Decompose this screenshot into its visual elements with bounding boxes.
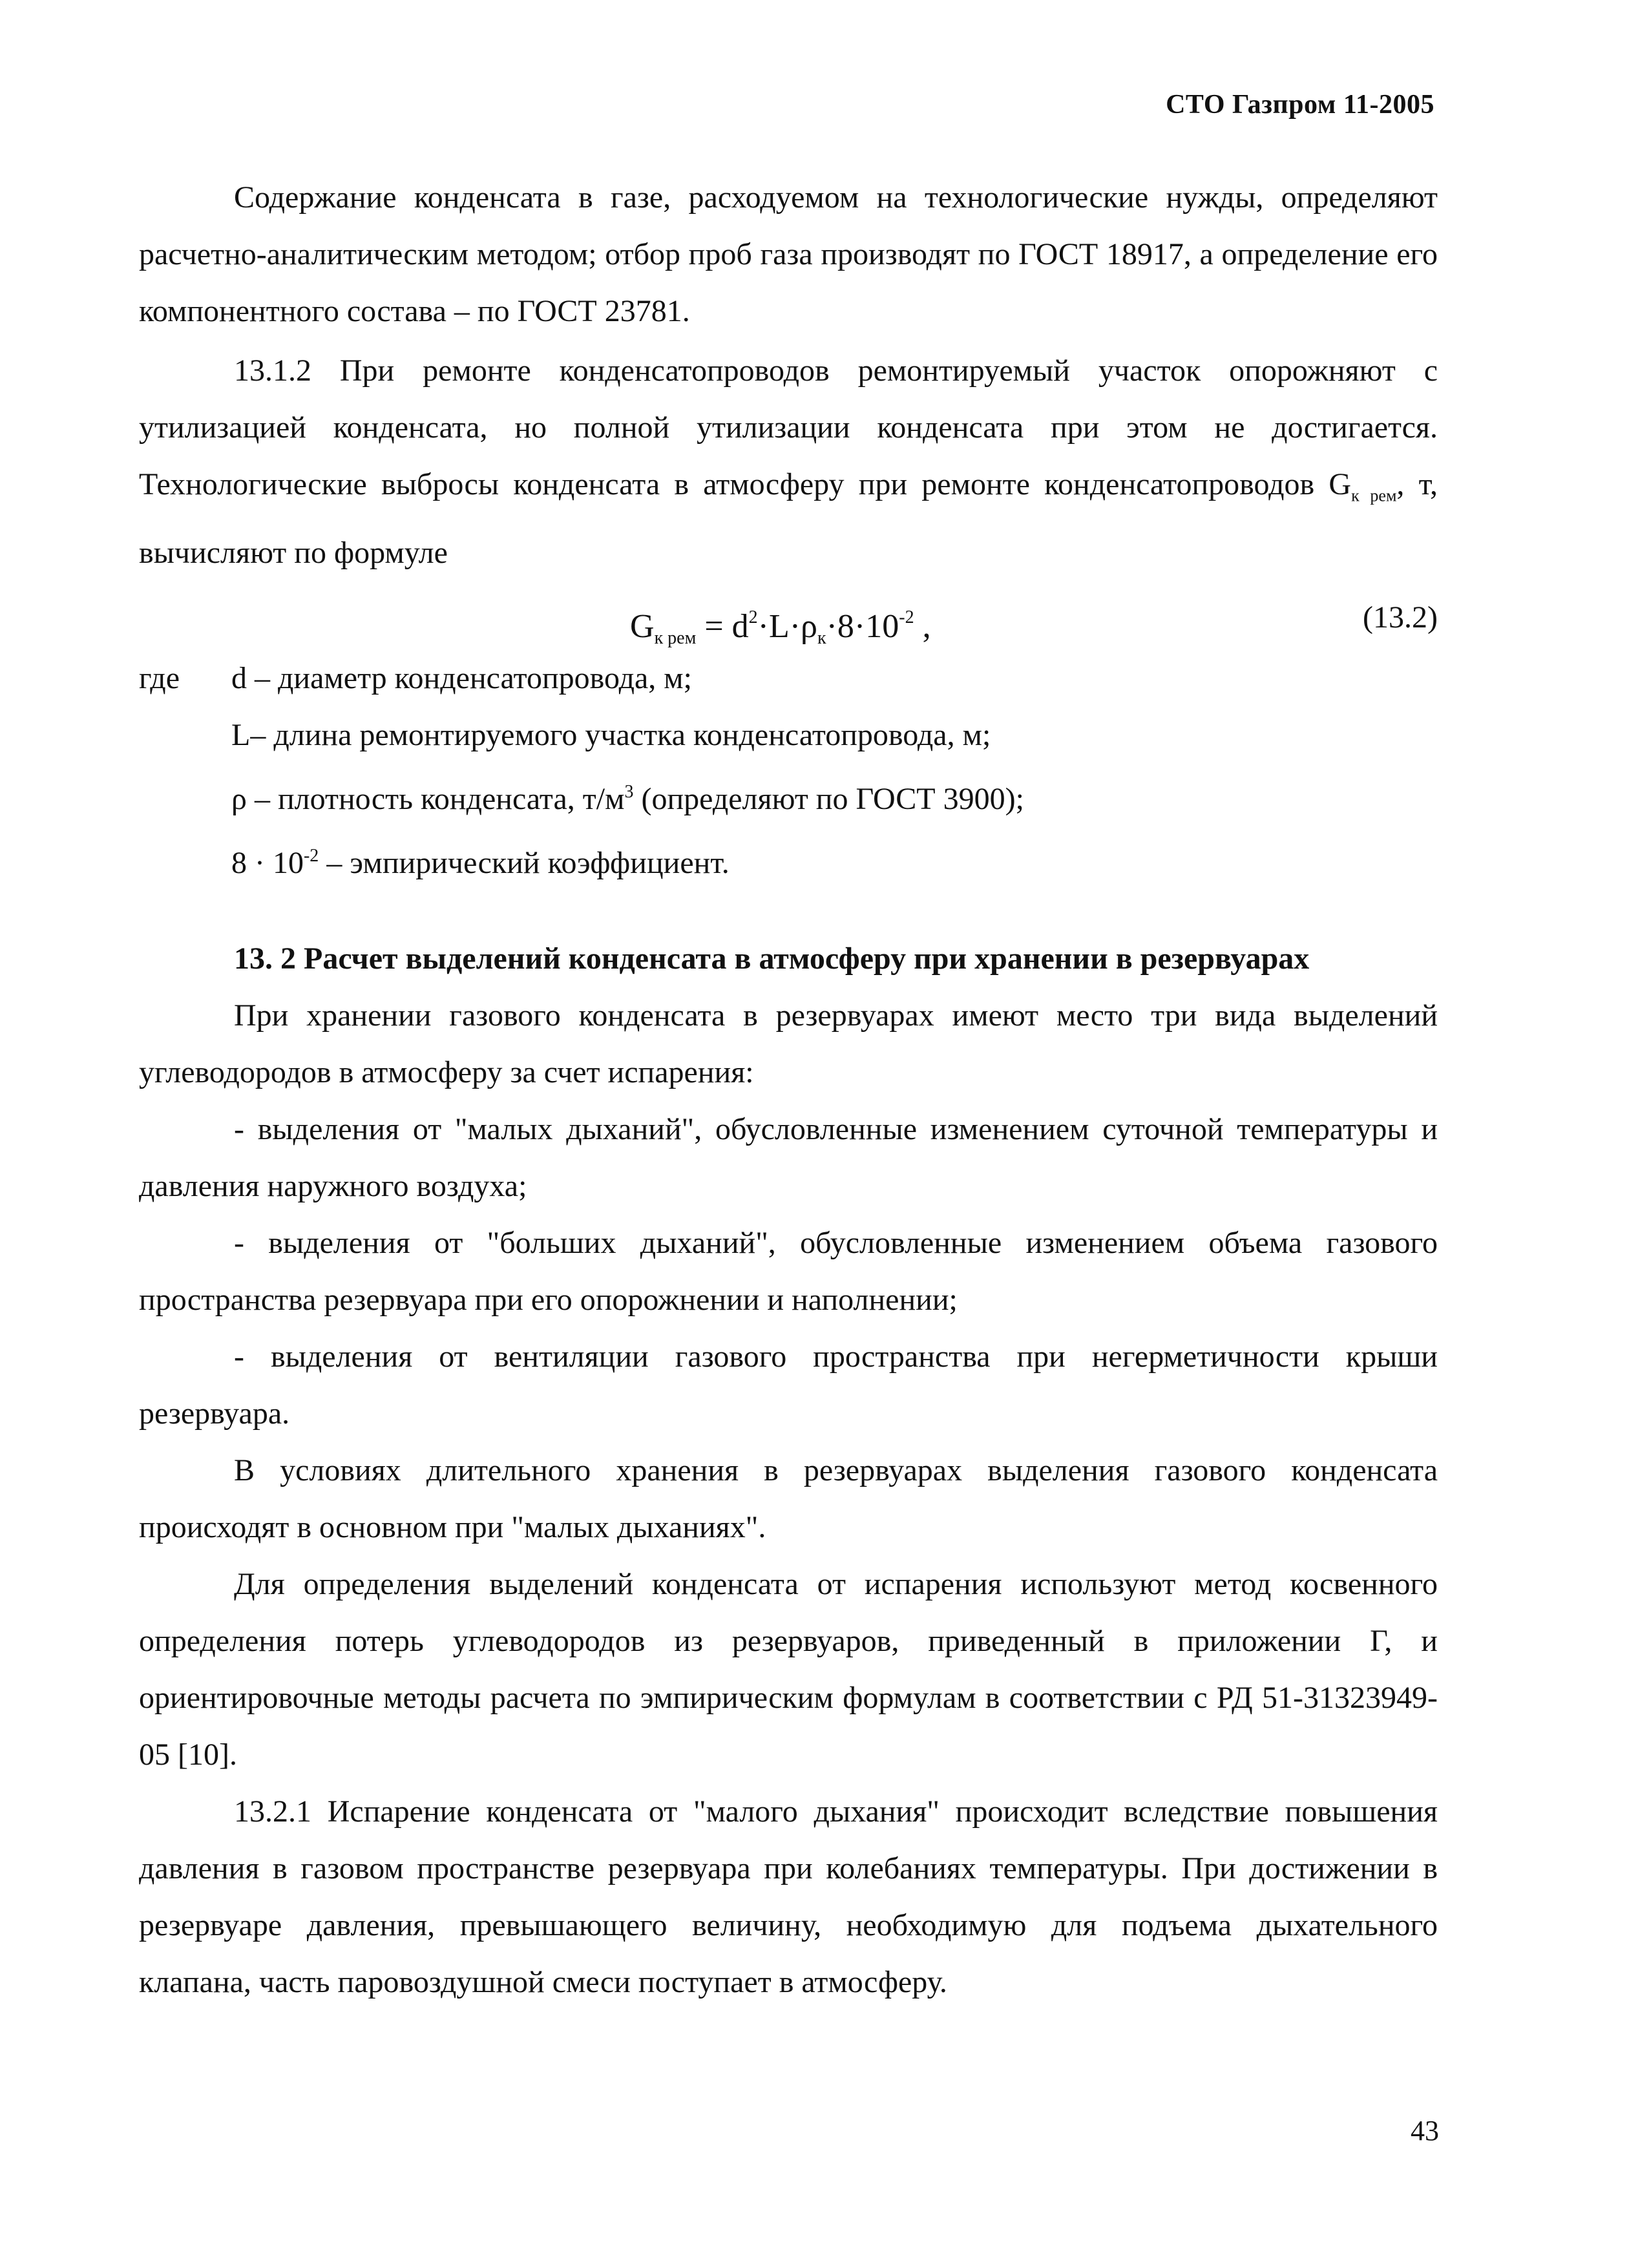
- paragraph-condensate-content: Содержание конденсата в газе, расходуемом на технологические нужды, определяют расчетно-аналитическим методом; отбор проб газа производят по ГОСТ 18917, а определение его компонентного состава – по ГОСТ 23781.: [139, 180, 1438, 328]
- legend-item-l: L– длина ремонтируемого участка конденсатопровода, м;: [231, 717, 991, 752]
- formula-lhs: G: [630, 607, 655, 645]
- bullet-ventilation: - выделения от вентиляции газового пространства при негерметичности крыши резервуара.: [139, 1339, 1438, 1431]
- formula-legend: [139, 650, 1438, 892]
- formula-mid: ·L·ρ: [757, 607, 817, 645]
- legend-rho-sup: 3: [624, 781, 634, 802]
- body-text: [139, 169, 1438, 2011]
- where-label: где: [139, 660, 180, 695]
- document-code-header: СТО Газпром 11-2005: [1166, 90, 1434, 120]
- formula-end: ,: [914, 607, 931, 645]
- legend-item-rho: [231, 764, 1438, 828]
- section-heading-13-2: 13. 2 Расчет выделений конденсата в атмосферу при хранении в резервуарах: [234, 941, 1310, 976]
- legend-rho-tail: (определяют по ГОСТ 3900);: [633, 781, 1024, 816]
- paragraph-13-1-2-text: 13.1.2 При ремонте конденсатопроводов ремонтируемый участок опорожняют с утилизацией конденсата, но полной утилизации конденсата при этом не достигается. Технологические выбросы конденсата в атмосферу при ремонте конденсатопроводов G: [139, 353, 1438, 501]
- page-number: 43: [1411, 2115, 1439, 2147]
- formula-13-2-row: [139, 582, 1438, 650]
- formula-tail: ·8·10: [826, 607, 899, 645]
- paragraph-storage-intro: При хранении газового конденсата в резервуарах имеют место три вида выделений углеводородов в атмосферу за счет испарения:: [139, 998, 1438, 1089]
- paragraph-13-2-1: 13.2.1 Испарение конденсата от "малого дыхания" происходит вследствие повышения давления в газовом пространстве резервуара при колебаниях температуры. При достижении в резервуаре давления, превышающего величину, необходимую для подъема дыхательного клапана, часть паровоздушной смеси поступает в атмосферу.: [139, 1794, 1438, 1999]
- g-subscript: к рем: [1351, 486, 1397, 505]
- paragraph-long-storage: В условиях длительного хранения в резервуарах выделения газового конденсата происходят в основном при "малых дыханиях".: [139, 1453, 1438, 1544]
- legend-coef-text: 8 · 10: [231, 845, 304, 880]
- bullet-small-breathing: - выделения от "малых дыханий", обусловленные изменением суточной температуры и давления наружного воздуха;: [139, 1111, 1438, 1203]
- legend-rho-text: ρ – плотность конденсата, т/м: [231, 781, 625, 816]
- legend-coef-sup: -2: [303, 845, 319, 866]
- formula-number: (13.2): [1363, 600, 1438, 635]
- formula-d-exponent: 2: [748, 607, 758, 627]
- formula-legend-list: [231, 650, 1438, 892]
- formula-eq: = d: [696, 607, 749, 645]
- formula-exponent: -2: [899, 607, 914, 627]
- formula-rho-subscript: к: [817, 627, 826, 648]
- legend-item-d: d – диаметр конденсатопровода, м;: [231, 660, 693, 695]
- formula-lhs-subscript: к рем: [654, 627, 697, 648]
- legend-coef-tail: – эмпирический коэффициент.: [319, 845, 730, 880]
- paragraph-13-1-2: [139, 342, 1438, 582]
- paragraph-13-1-2-tail: , т, вычисляют по формуле: [139, 467, 1438, 570]
- legend-item-coefficient: [231, 828, 1438, 892]
- paragraph-methods: Для определения выделений конденсата от испарения используют метод косвенного определения потерь углеводородов из резервуаров, приведенный в приложении Г, и ориентировочные методы расчета по эмпирическим формулам в соответствии с РД 51-31323949-05 [10].: [139, 1566, 1438, 1772]
- bullet-large-breathing: - выделения от "больших дыханий", обусловленные изменением объема газового пространства резервуара при его опорожнении и наполнении;: [139, 1225, 1438, 1317]
